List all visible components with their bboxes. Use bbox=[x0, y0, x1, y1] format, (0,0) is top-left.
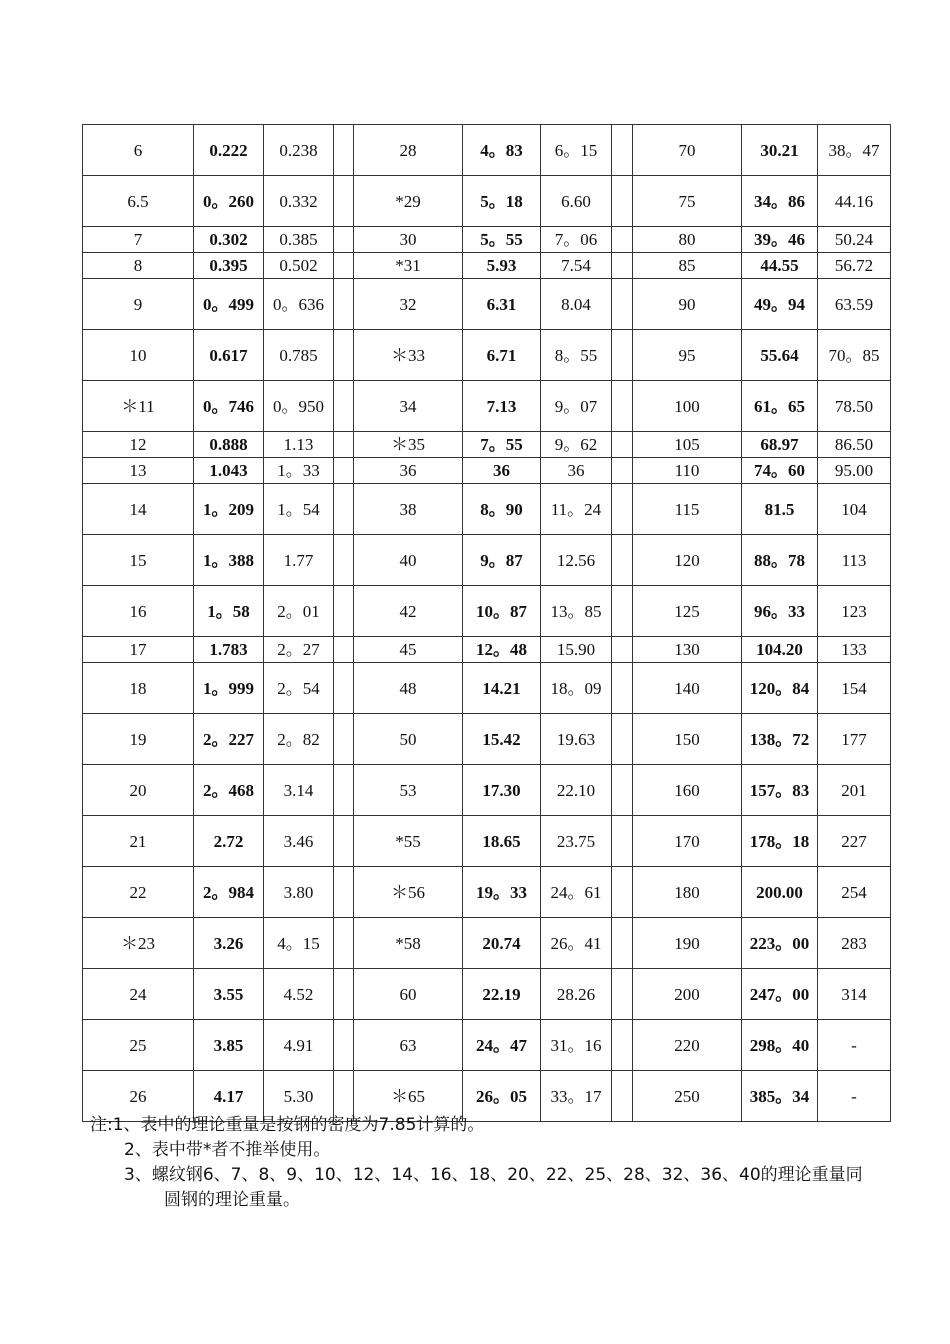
cell-diameter: 75 bbox=[633, 176, 742, 227]
cell-weight: 36 bbox=[463, 458, 541, 484]
cell-weight: 178。18 bbox=[742, 816, 818, 867]
cell-weight: 74。60 bbox=[742, 458, 818, 484]
cell-diameter: 38 bbox=[354, 484, 463, 535]
cell-area: 70。85 bbox=[818, 330, 891, 381]
table-row bbox=[83, 535, 891, 586]
cell-diameter: ＊56 bbox=[354, 867, 463, 918]
cell-area: 63.59 bbox=[818, 279, 891, 330]
spacer-cell bbox=[334, 867, 354, 918]
cell-weight: 10。87 bbox=[463, 586, 541, 637]
cell-diameter: 63 bbox=[354, 1020, 463, 1071]
cell-area: 12.56 bbox=[541, 535, 612, 586]
spacer-cell bbox=[334, 535, 354, 586]
cell-weight: 2。227 bbox=[194, 714, 264, 765]
cell-diameter: 21 bbox=[83, 816, 194, 867]
cell-weight: 8。90 bbox=[463, 484, 541, 535]
cell-diameter: 170 bbox=[633, 816, 742, 867]
cell-area: 123 bbox=[818, 586, 891, 637]
spacer-cell bbox=[334, 330, 354, 381]
cell-diameter: 180 bbox=[633, 867, 742, 918]
spacer-cell bbox=[334, 125, 354, 176]
cell-diameter: 190 bbox=[633, 918, 742, 969]
cell-weight: 3.85 bbox=[194, 1020, 264, 1071]
cell-diameter: ＊23 bbox=[83, 918, 194, 969]
table-row bbox=[83, 1020, 891, 1071]
cell-diameter: 160 bbox=[633, 765, 742, 816]
cell-area: 4.91 bbox=[264, 1020, 334, 1071]
spacer-cell bbox=[612, 918, 633, 969]
cell-weight: 1。209 bbox=[194, 484, 264, 535]
spacer-cell bbox=[612, 176, 633, 227]
table-row bbox=[83, 432, 891, 458]
spacer-cell bbox=[612, 765, 633, 816]
cell-area: 154 bbox=[818, 663, 891, 714]
spacer-cell bbox=[334, 816, 354, 867]
cell-weight: 15.42 bbox=[463, 714, 541, 765]
cell-weight: 385。34 bbox=[742, 1071, 818, 1122]
table-row bbox=[83, 637, 891, 663]
cell-diameter: *29 bbox=[354, 176, 463, 227]
cell-area: 9。62 bbox=[541, 432, 612, 458]
table-row bbox=[83, 458, 891, 484]
cell-area: 1.77 bbox=[264, 535, 334, 586]
cell-diameter: 90 bbox=[633, 279, 742, 330]
cell-weight: 104.20 bbox=[742, 637, 818, 663]
cell-area: 6.60 bbox=[541, 176, 612, 227]
cell-weight: 0.395 bbox=[194, 253, 264, 279]
cell-area: 38。47 bbox=[818, 125, 891, 176]
cell-area: 36 bbox=[541, 458, 612, 484]
cell-diameter: 19 bbox=[83, 714, 194, 765]
cell-diameter: 200 bbox=[633, 969, 742, 1020]
cell-diameter: 60 bbox=[354, 969, 463, 1020]
note-3-continued: 圆钢的理论重量。 bbox=[164, 1190, 300, 1210]
table-row bbox=[83, 253, 891, 279]
cell-diameter: 15 bbox=[83, 535, 194, 586]
cell-area: 283 bbox=[818, 918, 891, 969]
cell-area: 0.385 bbox=[264, 227, 334, 253]
cell-area: 50.24 bbox=[818, 227, 891, 253]
cell-weight: 3.55 bbox=[194, 969, 264, 1020]
table-row bbox=[83, 918, 891, 969]
cell-area: 9。07 bbox=[541, 381, 612, 432]
cell-area: 254 bbox=[818, 867, 891, 918]
cell-diameter: 42 bbox=[354, 586, 463, 637]
spacer-cell bbox=[612, 279, 633, 330]
cell-weight: 5。55 bbox=[463, 227, 541, 253]
steel-weight-table bbox=[82, 124, 891, 1122]
cell-area: 201 bbox=[818, 765, 891, 816]
cell-area: 3.80 bbox=[264, 867, 334, 918]
table-row bbox=[83, 484, 891, 535]
spacer-cell bbox=[612, 637, 633, 663]
cell-area: 2。01 bbox=[264, 586, 334, 637]
cell-diameter: 24 bbox=[83, 969, 194, 1020]
spacer-cell bbox=[334, 253, 354, 279]
cell-area: 113 bbox=[818, 535, 891, 586]
cell-weight: 81.5 bbox=[742, 484, 818, 535]
cell-diameter: ＊11 bbox=[83, 381, 194, 432]
spacer-cell bbox=[612, 227, 633, 253]
spacer-cell bbox=[612, 867, 633, 918]
cell-diameter: 13 bbox=[83, 458, 194, 484]
cell-diameter: 9 bbox=[83, 279, 194, 330]
cell-area: 11。24 bbox=[541, 484, 612, 535]
cell-area: 86.50 bbox=[818, 432, 891, 458]
cell-area: 133 bbox=[818, 637, 891, 663]
notes bbox=[90, 1113, 905, 1213]
cell-weight: 6.71 bbox=[463, 330, 541, 381]
cell-diameter: 16 bbox=[83, 586, 194, 637]
cell-area: 18。09 bbox=[541, 663, 612, 714]
spacer-cell bbox=[612, 1020, 633, 1071]
cell-area: 227 bbox=[818, 816, 891, 867]
cell-diameter: 36 bbox=[354, 458, 463, 484]
spacer-cell bbox=[334, 1020, 354, 1071]
spacer-cell bbox=[334, 969, 354, 1020]
cell-diameter: 150 bbox=[633, 714, 742, 765]
cell-area: 4.52 bbox=[264, 969, 334, 1020]
cell-diameter: 140 bbox=[633, 663, 742, 714]
cell-weight: 247。00 bbox=[742, 969, 818, 1020]
cell-weight: 18.65 bbox=[463, 816, 541, 867]
table-row bbox=[83, 586, 891, 637]
cell-area: 22.10 bbox=[541, 765, 612, 816]
cell-weight: 4.17 bbox=[194, 1071, 264, 1122]
cell-weight: 20.74 bbox=[463, 918, 541, 969]
cell-diameter: 70 bbox=[633, 125, 742, 176]
cell-area: 24。61 bbox=[541, 867, 612, 918]
cell-area: 7。06 bbox=[541, 227, 612, 253]
table-row bbox=[83, 227, 891, 253]
cell-diameter: 8 bbox=[83, 253, 194, 279]
spacer-cell bbox=[334, 714, 354, 765]
cell-diameter: 53 bbox=[354, 765, 463, 816]
cell-weight: 0。499 bbox=[194, 279, 264, 330]
cell-weight: 2.72 bbox=[194, 816, 264, 867]
table-row bbox=[83, 867, 891, 918]
cell-weight: 7.13 bbox=[463, 381, 541, 432]
cell-weight: 1。388 bbox=[194, 535, 264, 586]
cell-area: 0.502 bbox=[264, 253, 334, 279]
cell-diameter: 14 bbox=[83, 484, 194, 535]
cell-weight: 0。746 bbox=[194, 381, 264, 432]
spacer-cell bbox=[612, 484, 633, 535]
cell-diameter: 6.5 bbox=[83, 176, 194, 227]
cell-diameter: 18 bbox=[83, 663, 194, 714]
spacer-cell bbox=[612, 458, 633, 484]
cell-weight: 49。94 bbox=[742, 279, 818, 330]
cell-diameter: 32 bbox=[354, 279, 463, 330]
spacer-cell bbox=[612, 586, 633, 637]
table-row bbox=[83, 663, 891, 714]
cell-weight: 30.21 bbox=[742, 125, 818, 176]
cell-weight: 1。58 bbox=[194, 586, 264, 637]
cell-diameter: 25 bbox=[83, 1020, 194, 1071]
note-2: 2、表中带*者不推举使用。 bbox=[124, 1140, 331, 1160]
cell-area: 0.332 bbox=[264, 176, 334, 227]
cell-weight: 157。83 bbox=[742, 765, 818, 816]
spacer-cell bbox=[612, 663, 633, 714]
table-row bbox=[83, 969, 891, 1020]
cell-area: 3.14 bbox=[264, 765, 334, 816]
spacer-cell bbox=[612, 816, 633, 867]
spacer-cell bbox=[334, 637, 354, 663]
cell-diameter: 17 bbox=[83, 637, 194, 663]
cell-weight: 2。984 bbox=[194, 867, 264, 918]
spacer-cell bbox=[334, 918, 354, 969]
cell-area: 1。33 bbox=[264, 458, 334, 484]
cell-weight: 1。999 bbox=[194, 663, 264, 714]
cell-weight: 0.888 bbox=[194, 432, 264, 458]
spacer-cell bbox=[334, 663, 354, 714]
note-1: 注:1、表中的理论重量是按钢的密度为7.85计算的。 bbox=[90, 1115, 485, 1135]
cell-area: 7.54 bbox=[541, 253, 612, 279]
cell-weight: 22.19 bbox=[463, 969, 541, 1020]
cell-diameter: 10 bbox=[83, 330, 194, 381]
cell-diameter: 7 bbox=[83, 227, 194, 253]
cell-weight: 7。55 bbox=[463, 432, 541, 458]
cell-area: 5.30 bbox=[264, 1071, 334, 1122]
cell-weight: 68.97 bbox=[742, 432, 818, 458]
table-row bbox=[83, 714, 891, 765]
cell-area: 0.238 bbox=[264, 125, 334, 176]
cell-weight: 1.783 bbox=[194, 637, 264, 663]
note-3: 3、螺纹钢6、7、8、9、10、12、14、16、18、20、22、25、28、32、36、40的理论重量同 bbox=[124, 1165, 863, 1185]
cell-area: 28.26 bbox=[541, 969, 612, 1020]
table-row bbox=[83, 816, 891, 867]
cell-diameter: 85 bbox=[633, 253, 742, 279]
cell-weight: 55.64 bbox=[742, 330, 818, 381]
cell-diameter: *55 bbox=[354, 816, 463, 867]
cell-weight: 120。84 bbox=[742, 663, 818, 714]
cell-weight: 298。40 bbox=[742, 1020, 818, 1071]
cell-diameter: 30 bbox=[354, 227, 463, 253]
spacer-cell bbox=[612, 535, 633, 586]
cell-diameter: 28 bbox=[354, 125, 463, 176]
cell-area: 95.00 bbox=[818, 458, 891, 484]
spacer-cell bbox=[334, 458, 354, 484]
cell-weight: 6.31 bbox=[463, 279, 541, 330]
spacer-cell bbox=[334, 484, 354, 535]
cell-diameter: ＊65 bbox=[354, 1071, 463, 1122]
table-row bbox=[83, 765, 891, 816]
spacer-cell bbox=[612, 125, 633, 176]
cell-area: 6。15 bbox=[541, 125, 612, 176]
cell-area: 13。85 bbox=[541, 586, 612, 637]
spacer-cell bbox=[334, 432, 354, 458]
cell-area: 2。54 bbox=[264, 663, 334, 714]
table-body bbox=[83, 125, 891, 1122]
cell-diameter: ＊35 bbox=[354, 432, 463, 458]
cell-weight: 14.21 bbox=[463, 663, 541, 714]
spacer-cell bbox=[334, 227, 354, 253]
cell-area: 26。41 bbox=[541, 918, 612, 969]
cell-diameter: 220 bbox=[633, 1020, 742, 1071]
cell-diameter: *58 bbox=[354, 918, 463, 969]
cell-diameter: 95 bbox=[633, 330, 742, 381]
cell-weight: 4。83 bbox=[463, 125, 541, 176]
table-row bbox=[83, 176, 891, 227]
cell-area: 4。15 bbox=[264, 918, 334, 969]
cell-diameter: 105 bbox=[633, 432, 742, 458]
cell-area: 1.13 bbox=[264, 432, 334, 458]
cell-weight: 223。00 bbox=[742, 918, 818, 969]
cell-weight: 5.93 bbox=[463, 253, 541, 279]
table-row bbox=[83, 330, 891, 381]
cell-diameter: 125 bbox=[633, 586, 742, 637]
table-row bbox=[83, 381, 891, 432]
cell-diameter: 50 bbox=[354, 714, 463, 765]
cell-diameter: 100 bbox=[633, 381, 742, 432]
cell-area: 19.63 bbox=[541, 714, 612, 765]
cell-weight: 61。65 bbox=[742, 381, 818, 432]
cell-diameter: 110 bbox=[633, 458, 742, 484]
cell-weight: 44.55 bbox=[742, 253, 818, 279]
cell-weight: 0.222 bbox=[194, 125, 264, 176]
cell-weight: 96。33 bbox=[742, 586, 818, 637]
cell-area: 0。636 bbox=[264, 279, 334, 330]
cell-weight: 1.043 bbox=[194, 458, 264, 484]
spacer-cell bbox=[334, 279, 354, 330]
spacer-cell bbox=[334, 176, 354, 227]
cell-weight: 3.26 bbox=[194, 918, 264, 969]
cell-area: 104 bbox=[818, 484, 891, 535]
cell-area: 31。16 bbox=[541, 1020, 612, 1071]
cell-weight: 19。33 bbox=[463, 867, 541, 918]
spacer-cell bbox=[612, 969, 633, 1020]
cell-area: 2。27 bbox=[264, 637, 334, 663]
cell-weight: 5。18 bbox=[463, 176, 541, 227]
cell-diameter: 22 bbox=[83, 867, 194, 918]
cell-diameter: 120 bbox=[633, 535, 742, 586]
cell-area: 78.50 bbox=[818, 381, 891, 432]
spacer-cell bbox=[612, 330, 633, 381]
table-row bbox=[83, 125, 891, 176]
spacer-cell bbox=[334, 765, 354, 816]
cell-weight: 138。72 bbox=[742, 714, 818, 765]
cell-diameter: 26 bbox=[83, 1071, 194, 1122]
cell-weight: 17.30 bbox=[463, 765, 541, 816]
cell-diameter: 40 bbox=[354, 535, 463, 586]
cell-weight: 39。46 bbox=[742, 227, 818, 253]
cell-area: 8.04 bbox=[541, 279, 612, 330]
cell-diameter: *31 bbox=[354, 253, 463, 279]
spacer-cell bbox=[612, 381, 633, 432]
cell-area: 0。950 bbox=[264, 381, 334, 432]
spacer-cell bbox=[612, 253, 633, 279]
cell-weight: 26。05 bbox=[463, 1071, 541, 1122]
cell-diameter: 45 bbox=[354, 637, 463, 663]
spacer-cell bbox=[334, 381, 354, 432]
cell-area: - bbox=[818, 1020, 891, 1071]
cell-weight: 200.00 bbox=[742, 867, 818, 918]
cell-area: 8。55 bbox=[541, 330, 612, 381]
cell-area: - bbox=[818, 1071, 891, 1122]
cell-weight: 24。47 bbox=[463, 1020, 541, 1071]
cell-weight: 2。468 bbox=[194, 765, 264, 816]
cell-diameter: 250 bbox=[633, 1071, 742, 1122]
cell-area: 3.46 bbox=[264, 816, 334, 867]
table-row bbox=[83, 279, 891, 330]
cell-area: 23.75 bbox=[541, 816, 612, 867]
cell-area: 314 bbox=[818, 969, 891, 1020]
cell-weight: 0.617 bbox=[194, 330, 264, 381]
cell-diameter: 80 bbox=[633, 227, 742, 253]
cell-weight: 0.302 bbox=[194, 227, 264, 253]
cell-diameter: 20 bbox=[83, 765, 194, 816]
cell-area: 56.72 bbox=[818, 253, 891, 279]
cell-diameter: 12 bbox=[83, 432, 194, 458]
cell-diameter: ＊33 bbox=[354, 330, 463, 381]
cell-weight: 0。260 bbox=[194, 176, 264, 227]
cell-area: 33。17 bbox=[541, 1071, 612, 1122]
cell-weight: 12。48 bbox=[463, 637, 541, 663]
cell-area: 2。82 bbox=[264, 714, 334, 765]
cell-area: 1。54 bbox=[264, 484, 334, 535]
cell-weight: 9。87 bbox=[463, 535, 541, 586]
cell-diameter: 115 bbox=[633, 484, 742, 535]
cell-diameter: 130 bbox=[633, 637, 742, 663]
cell-weight: 88。78 bbox=[742, 535, 818, 586]
spacer-cell bbox=[612, 432, 633, 458]
spacer-cell bbox=[612, 714, 633, 765]
cell-diameter: 6 bbox=[83, 125, 194, 176]
cell-diameter: 34 bbox=[354, 381, 463, 432]
cell-area: 15.90 bbox=[541, 637, 612, 663]
cell-area: 0.785 bbox=[264, 330, 334, 381]
cell-weight: 34。86 bbox=[742, 176, 818, 227]
cell-area: 44.16 bbox=[818, 176, 891, 227]
cell-area: 177 bbox=[818, 714, 891, 765]
cell-diameter: 48 bbox=[354, 663, 463, 714]
spacer-cell bbox=[334, 586, 354, 637]
